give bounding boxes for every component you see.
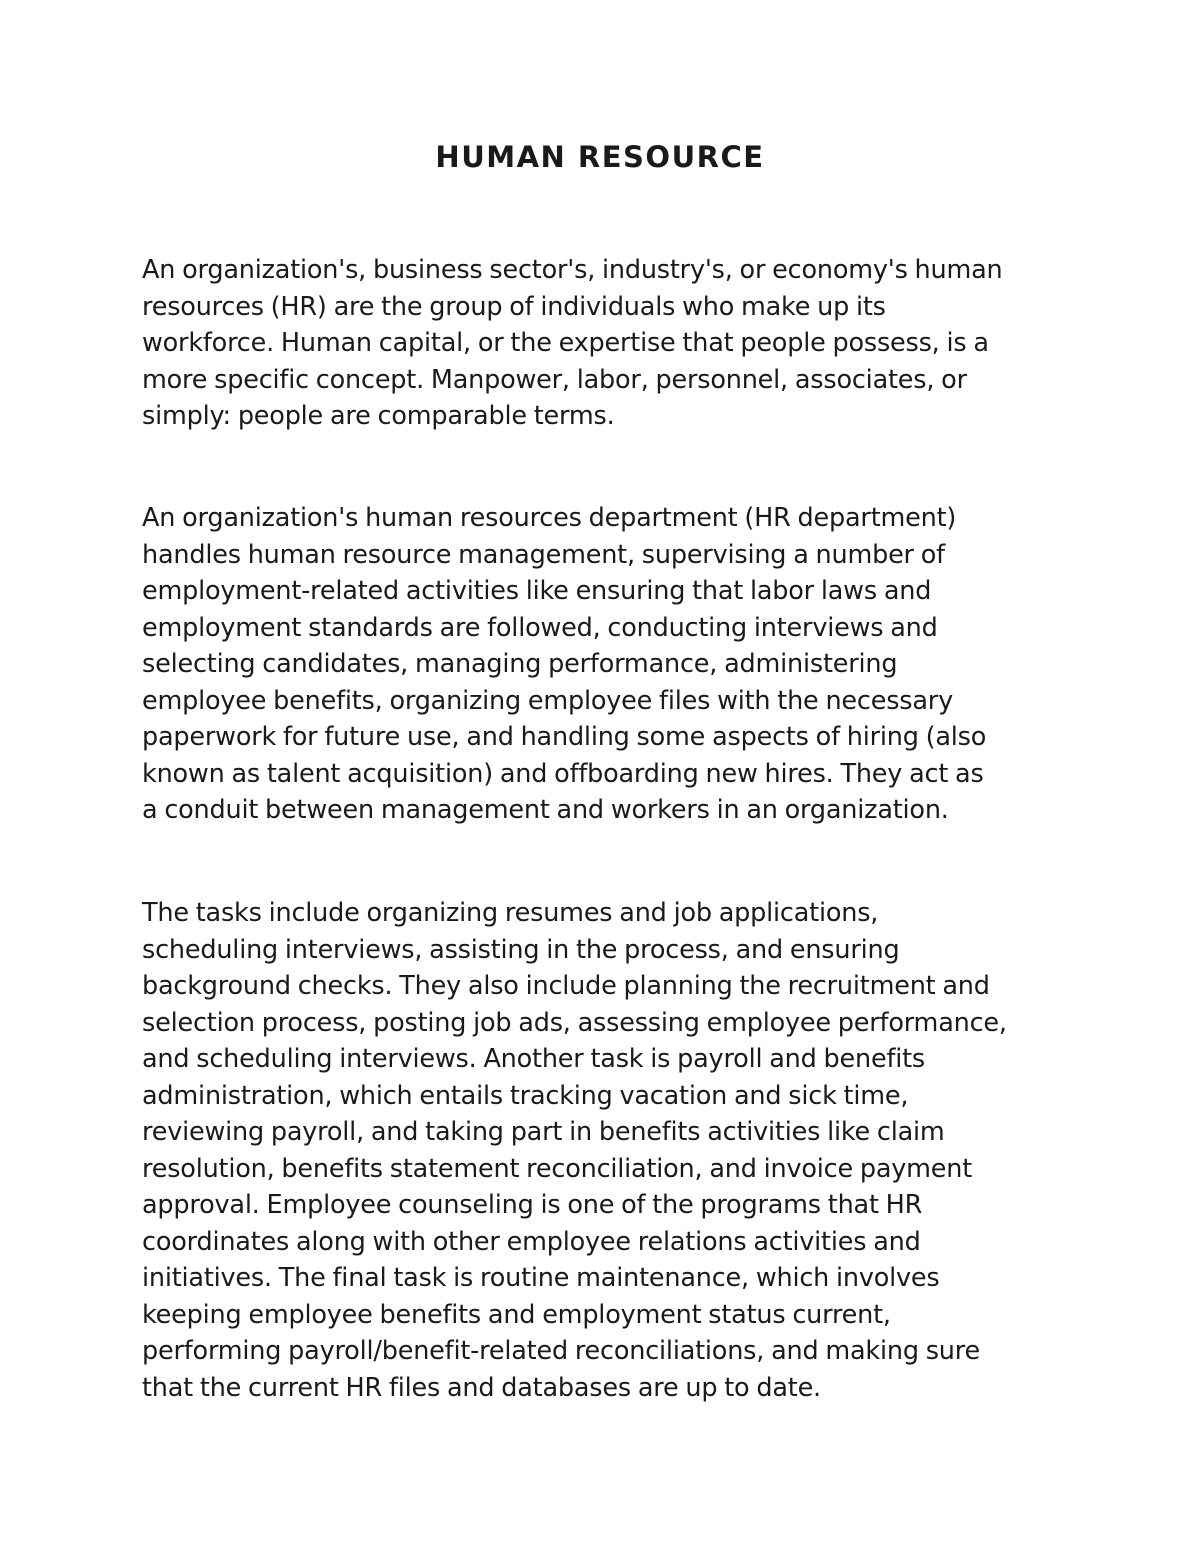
paragraph-line: initiatives. The final task is routine maintenance, which involves: [142, 1263, 940, 1293]
paragraph-line: reviewing payroll, and taking part in benefits activities like claim: [142, 1117, 945, 1147]
paragraph-line: resources (HR) are the group of individuals who make up its: [142, 291, 886, 322]
paragraph-line: simply: people are comparable terms.: [142, 401, 615, 431]
paragraph-line: coordinates along with other employee relations activities and: [142, 1226, 921, 1257]
paragraph-line: employee benefits, organizing employee files with the necessary: [142, 685, 953, 716]
paragraph-line: employment-related activities like ensuring that labor laws and: [142, 576, 932, 606]
paragraph-line: scheduling interviews, assisting in the process, and ensuring: [142, 934, 900, 965]
paragraph-line: handles human resource management, supervising a number of: [142, 539, 945, 570]
paragraph-line: The tasks include organizing resumes and job applications,: [142, 898, 879, 928]
paragraph-hr-department: [142, 500, 1087, 829]
paragraph-line: An organization's, business sector's, industry's, or economy's human: [142, 255, 1003, 285]
paragraph-line: performing payroll/benefit-related reconciliations, and making sure: [142, 1336, 980, 1366]
paragraph-line: a conduit between management and workers in an organization.: [142, 795, 949, 825]
paragraph-line: more specific concept. Manpower, labor, personnel, associates, or: [142, 364, 967, 395]
paragraph-line: keeping employee benefits and employment status current,: [142, 1299, 891, 1330]
paragraph-line: workforce. Human capital, or the expertise that people possess, is a: [142, 328, 989, 358]
paragraph-hr-tasks: [142, 895, 1087, 1406]
paragraph-line: selecting candidates, managing performance, administering: [142, 649, 898, 679]
paragraph-hr-definition: [142, 252, 1087, 435]
paragraph-line: An organization's human resources department (HR department): [142, 503, 957, 533]
paragraph-line: paperwork for future use, and handling some aspects of hiring (also: [142, 722, 987, 752]
paragraph-line: approval. Employee counseling is one of the programs that HR: [142, 1190, 923, 1220]
paragraph-line: background checks. They also include planning the recruitment and: [142, 971, 990, 1001]
paragraph-line: that the current HR files and databases are up to date.: [142, 1372, 821, 1403]
paragraph-line: employment standards are followed, conducting interviews and: [142, 612, 938, 643]
paragraph-line: and scheduling interviews. Another task is payroll and benefits: [142, 1044, 925, 1074]
paragraph-line: administration, which entails tracking vacation and sick time,: [142, 1080, 909, 1111]
paragraph-line: resolution, benefits statement reconciliation, and invoice payment: [142, 1153, 973, 1184]
paragraph-line: known as talent acquisition) and offboarding new hires. They act as: [142, 758, 984, 789]
paragraph-line: selection process, posting job ads, assessing employee performance,: [142, 1007, 1007, 1038]
document-title: HUMAN RESOURCE: [435, 140, 765, 174]
